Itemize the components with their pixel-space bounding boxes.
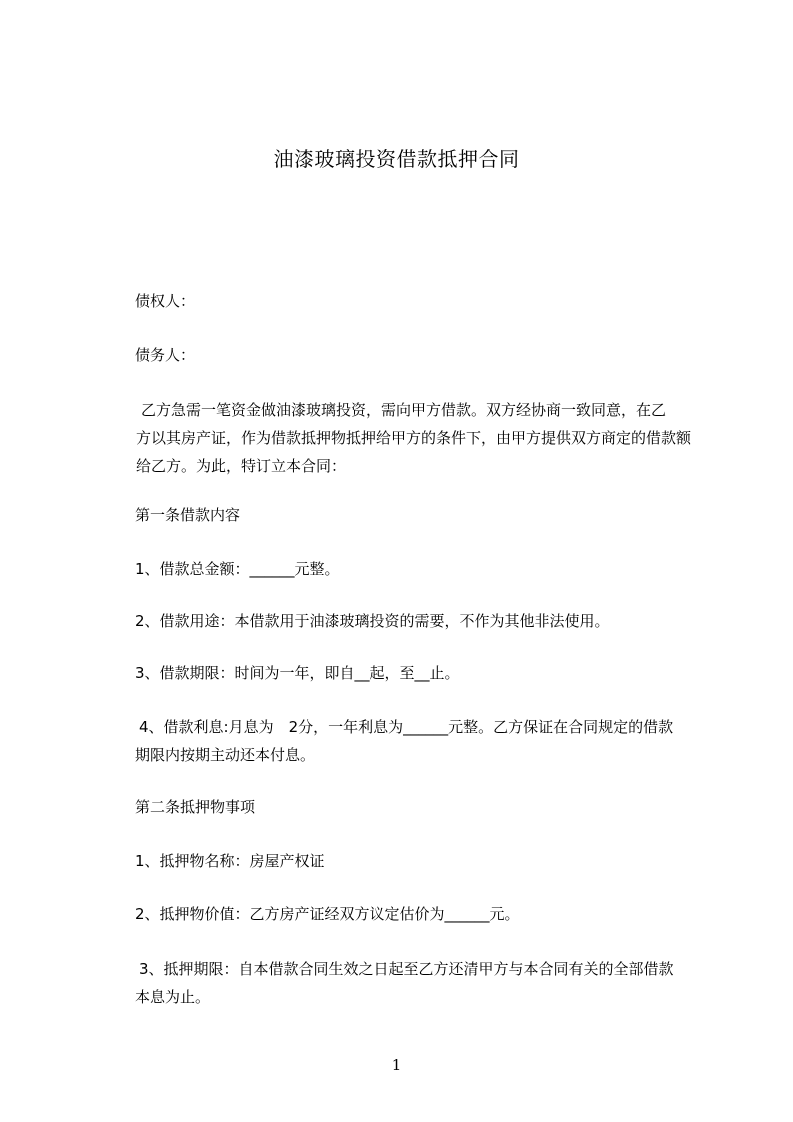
- document-title: 油漆玻璃投资借款抵押合同: [273, 147, 520, 171]
- page-number: 1: [391, 1056, 402, 1074]
- debtor-label: 债务人：: [135, 346, 196, 364]
- creditor-label: 债权人：: [135, 292, 196, 310]
- article-2-item-1: 1、抵押物名称：房屋产权证: [135, 852, 325, 870]
- intro-line-1: 乙方急需一笔资金做油漆玻璃投资，需向甲方借款。双方经协商一致同意，在乙: [141, 401, 667, 419]
- intro-line-3: 给乙方。为此，特订立本合同：: [136, 457, 347, 475]
- intro-line-2: 方以其房产证，作为借款抵押物抵押给甲方的条件下，由甲方提供双方商定的借款额: [136, 429, 692, 447]
- article-2-heading: 第二条抵押物事项: [135, 798, 256, 816]
- article-1-item-4-line-2: 期限内按期主动还本付息。: [135, 746, 316, 764]
- article-1-item-3: 3、借款期限：时间为一年，即自__起，至__止。: [135, 664, 460, 682]
- article-2-item-3-line-2: 本息为止。: [135, 988, 211, 1006]
- article-1-item-4: [135, 713, 719, 769]
- article-1-item-2: 2、借款用途：本借款用于油漆玻璃投资的需要，不作为其他非法使用。: [135, 612, 610, 630]
- article-1-heading: 第一条借款内容: [135, 506, 241, 524]
- intro-paragraph: [136, 396, 721, 480]
- article-2-item-3-line-1: 3、抵押期限：自本借款合同生效之日起至乙方还清甲方与本合同有关的全部借款: [139, 960, 674, 978]
- article-1-item-1: 1、借款总金额：______元整。: [135, 560, 340, 578]
- article-2-item-2: 2、抵押物价值：乙方房产证经双方议定估价为______元。: [135, 905, 520, 923]
- article-2-item-3: [135, 955, 719, 1011]
- article-1-item-4-line-1: 4、借款利息:月息为 2分，一年利息为______元整。乙方保证在合同规定的借款: [139, 718, 674, 736]
